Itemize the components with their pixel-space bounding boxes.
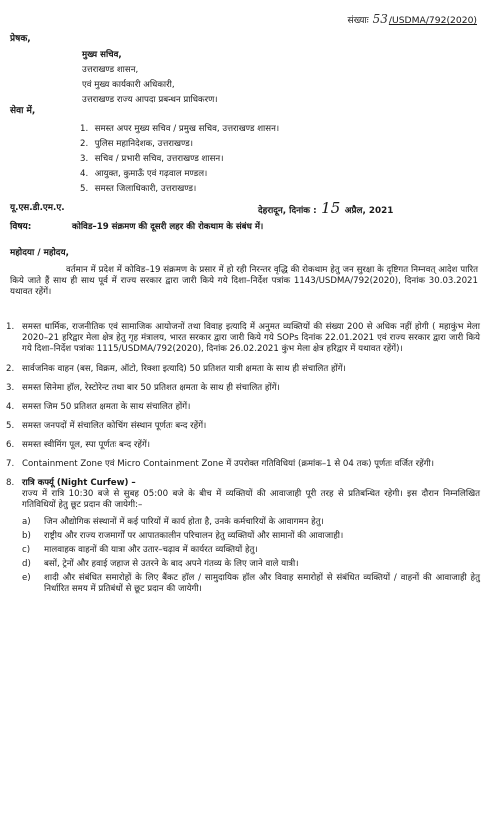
to-label: सेवा में, (10, 106, 36, 116)
night-curfew-title: रात्रि कर्फ्यू (Night Curfew) – (22, 478, 136, 488)
subject-text: कोविड–19 संक्रमण की दूसरी लहर की रोकथाम के संबंध में। (72, 222, 264, 232)
exemption-item: a) जिन औद्योगिक संस्थानों में कई पारियों में कार्य होता है, उनके कर्मचारियों के आवागमन हेतु। (22, 517, 324, 527)
night-curfew-text: राज्य में रात्रि 10:30 बजे से सुबह 05:00 बजे के बीच में व्यक्तियों की आवाजाही पूरी तरह से प्रतिबन्धित रहेगी। इस दौरान निम्नलिखित गतिविधियों हेतु छूट प्रदान की जायेगी:– (22, 489, 480, 510)
recipient-list (80, 122, 279, 197)
date-month-year: अप्रैल, 2021 (344, 206, 394, 216)
exemption-item: b) राष्ट्रीय और राज्य राजमार्गों पर आपातकालीन परिचालन हेतु व्यक्तियों और सामानों की आवाजाही। (22, 531, 344, 541)
exemption-item: c) मालवाहक वाहनों की यात्रा और उतार–चढ़ाव में कार्यरत व्यक्तियों हेतु। (22, 545, 258, 555)
department-code: यू.एस.डी.एम.ए. (10, 203, 65, 213)
from-label: प्रेषक, (10, 34, 31, 44)
order-point: 7. Containment Zone एवं Micro Containment Zone में उपरोक्त गतिविधियां (क्रमांक–1 से 04 तक) पूर्णतः वर्जित रहेंगी। (6, 459, 435, 469)
order-point: 3. समस्त सिनेमा हॉल, रेस्टोरेन्ट तथा बार 50 प्रतिशत क्षमता के साथ ही संचालित होंगें। (6, 383, 280, 393)
handwritten-day: 15 (321, 199, 341, 217)
order-points (4, 322, 480, 603)
date-line (258, 199, 393, 218)
recipient-item: 1. समस्त अपर मुख्य सचिव / प्रमुख सचिव, उत्तराखण्ड शासन। (80, 124, 280, 134)
reference-label: संख्याः (347, 15, 369, 26)
date-prefix: देहरादून, दिनांक : (258, 206, 317, 216)
subject-label: विषय: (10, 222, 32, 232)
night-curfew-point: 8. रात्रि कर्फ्यू (Night Curfew) – राज्य में रात्रि 10:30 बजे से सुबह 05:00 बजे के बीच में व्यक्तियों की आवाजाही पूरी तरह से प्रतिबन्धित रहेगी। इस दौरान निम्नलिखित गतिविधियों हेतु छूट प्रदान की जायेगी:– a) जिन औद्योगिक संस्थानों में कई पारियों में कार्य होता है, उनके कर्मचारियों के आवागमन हेतु। b) राष्ट्रीय और राज्य राजमार्गों पर आपातकालीन परिचालन हेतु व्यक्तियों और सामानों की आवाजाही। c) मालवाहक वाहनों की यात्रा और उतार–चढ़ाव में कार्यरत व्यक्तियों हेतु। d) बसों, ट्रेनों और हवाई जहाज से उतरने के बाद अपने गंतव्य के लिए जाने वाले यात्री। e) शादी और संबंधित समारोहों के लिए बैंकट हॉल / सामुदायिक हॉल और विवाह समारोहों से संबंधित व्यक्तियों / वाहनों की आवाजाही हेतु निर्धारित समय में प्रतिबंधों से छूट प्रदान की जायेगी। (6, 478, 480, 594)
order-point: 1. समस्त धार्मिक, राजनीतिक एवं सामाजिक आयोजनों तथा विवाह इत्यादि में अनुमत व्यक्तियों की संख्या 200 से अधिक नहीं होगी ( महाकुंभ मेला 2020–21 हरिद्वार मेला क्षेत्र हेतु गृह मंत्रालय, भारत सरकार द्वारा जारी किये गये SOPs दिनांक 22.01.2021 एवं राज्य सरकार द्वारा जारी किये गये दिशा–निर्देश पत्रांकः 1115/USDMA/792(2020), दिनांक 26.02.2021 कुंभ मेला क्षेत्र हरिद्वार में यथावत रहेंगें)। (6, 322, 480, 354)
intro-paragraph: वर्तमान में प्रदेश में कोविड–19 संक्रमण के प्रसार में हो रही निरन्तर वृद्धि की रोकथाम हेतु जन सुरक्षा के दृष्टिगत निम्नवत् आदेश पारित किये जाते हैं साथ ही साथ पूर्व में राज्य सरकार द्वारा जारी किये गये दिशा–निर्देश पत्रांक 1143/USDMA/792(2020), दिनांक 30.03.2021 यथावत रहेंगें। (10, 265, 478, 297)
subject-line (10, 222, 485, 234)
order-point: 4. समस्त जिम 50 प्रतिशत क्षमता के साथ संचालित होंगें। (6, 402, 191, 412)
handwritten-reference-number: 53 (372, 12, 388, 26)
recipient-item: 4. आयुक्त, कुमाऊँ एवं गढ़वाल मण्डल। (80, 169, 208, 179)
sender-line: उत्तराखण्ड शासन, (82, 65, 139, 75)
recipient-item: 2. पुलिस महानिदेशक, उत्तराखण्ड। (80, 139, 193, 149)
exemption-item: d) बसों, ट्रेनों और हवाई जहाज से उतरने के बाद अपने गंतव्य के लिए जाने वाले यात्री। (22, 559, 299, 569)
order-point: 5. समस्त जनपदों में संचालित कोचिंग संस्थान पूर्णतः बन्द रहेंगें। (6, 421, 207, 431)
order-point: 2. सार्वजनिक वाहन (बस, विक्रम, ऑटो, रिक्शा इत्यादि) 50 प्रतिशत यात्री क्षमता के साथ ही संचालित होंगें। (6, 364, 346, 374)
sender-line: उत्तराखण्ड राज्य आपदा प्रबन्धन प्राधिकरण। (82, 95, 218, 105)
recipient-item: 5. समस्त जिलाधिकारी, उत्तराखण्ड। (80, 184, 197, 194)
salutation: महोदया / महोदय, (10, 248, 69, 258)
exemption-item: e) शादी और संबंधित समारोहों के लिए बैंकट हॉल / सामुदायिक हॉल और विवाह समारोहों से संबंधित व्यक्तियों / वाहनों की आवाजाही हेतु निर्धारित समय में प्रतिबंधों से छूट प्रदान की जायेगी। (22, 573, 480, 594)
order-point: 6. समस्त स्वीमिंग पूल, स्पा पूर्णतः बन्द रहेंगें। (6, 440, 151, 450)
letter-reference-number (348, 12, 477, 27)
sender-line: एवं मुख्य कार्यकारी अधिकारी, (82, 80, 175, 90)
sender-line: मुख्य सचिव, (82, 50, 122, 60)
curfew-exemption-list (22, 517, 480, 595)
sender-block (82, 48, 218, 108)
reference-code: /USDMA/792(2020) (388, 15, 477, 26)
recipient-item: 3. सचिव / प्रभारी सचिव, उत्तराखण्ड शासन। (80, 154, 224, 164)
